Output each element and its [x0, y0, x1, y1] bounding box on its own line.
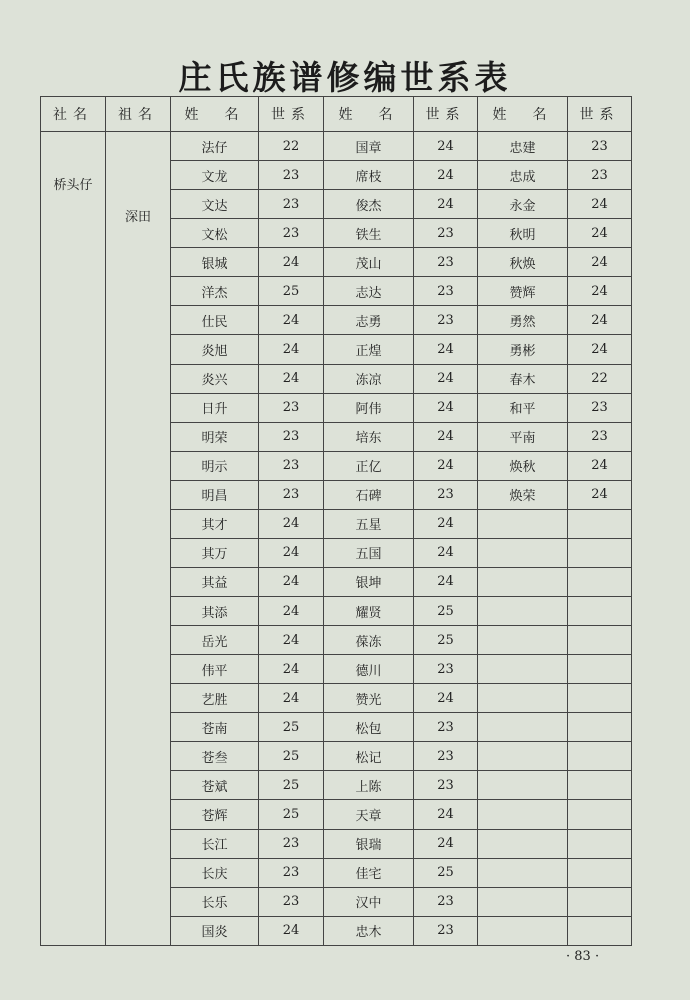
- name-cell: [478, 713, 568, 742]
- genealogy-table: [40, 96, 632, 946]
- generation-cell: 24: [259, 306, 324, 335]
- name-cell: 其益: [171, 567, 259, 596]
- name-cell: 平南: [478, 422, 568, 451]
- generation-cell: 23: [414, 742, 478, 771]
- table-row: [41, 132, 632, 161]
- name-cell: [478, 626, 568, 655]
- generation-cell: [568, 771, 632, 800]
- generation-cell: 24: [414, 538, 478, 567]
- name-cell: 忠建: [478, 132, 568, 161]
- name-cell: 文松: [171, 219, 259, 248]
- generation-cell: 24: [414, 393, 478, 422]
- ancestor-cell: [106, 132, 171, 946]
- generation-cell: 24: [259, 248, 324, 277]
- generation-cell: 24: [414, 829, 478, 858]
- generation-cell: 24: [568, 190, 632, 219]
- region-cell: [41, 132, 106, 946]
- name-cell: 松记: [324, 742, 414, 771]
- generation-cell: 24: [259, 538, 324, 567]
- generation-cell: 23: [259, 829, 324, 858]
- generation-cell: [568, 713, 632, 742]
- header-name-2: 姓 名: [324, 97, 414, 132]
- generation-cell: 24: [259, 335, 324, 364]
- generation-cell: 23: [259, 451, 324, 480]
- header-generation-1: 世系: [259, 97, 324, 132]
- name-cell: 国炎: [171, 916, 259, 945]
- name-cell: [478, 742, 568, 771]
- generation-cell: 24: [259, 626, 324, 655]
- generation-cell: 24: [568, 219, 632, 248]
- generation-cell: [568, 916, 632, 945]
- name-cell: [478, 684, 568, 713]
- generation-cell: [568, 858, 632, 887]
- name-cell: 文达: [171, 190, 259, 219]
- generation-cell: 23: [414, 713, 478, 742]
- name-cell: 德川: [324, 655, 414, 684]
- generation-cell: [568, 597, 632, 626]
- name-cell: 松包: [324, 713, 414, 742]
- generation-cell: 23: [414, 916, 478, 945]
- generation-cell: 24: [259, 655, 324, 684]
- generation-cell: 23: [259, 190, 324, 219]
- name-cell: 赞辉: [478, 277, 568, 306]
- name-cell: [478, 538, 568, 567]
- generation-cell: [568, 538, 632, 567]
- generation-cell: 23: [414, 887, 478, 916]
- generation-cell: 23: [414, 277, 478, 306]
- generation-cell: 24: [414, 190, 478, 219]
- name-cell: 培东: [324, 422, 414, 451]
- generation-cell: 24: [568, 306, 632, 335]
- generation-cell: 24: [259, 567, 324, 596]
- page-title: 庄氏族谱修编世系表: [178, 58, 512, 97]
- generation-cell: 23: [259, 887, 324, 916]
- generation-cell: 24: [259, 597, 324, 626]
- name-cell: 春木: [478, 364, 568, 393]
- generation-cell: 25: [414, 858, 478, 887]
- generation-cell: [568, 800, 632, 829]
- generation-cell: [568, 742, 632, 771]
- name-cell: 明荣: [171, 422, 259, 451]
- name-cell: 志达: [324, 277, 414, 306]
- name-cell: 长江: [171, 829, 259, 858]
- name-cell: [478, 800, 568, 829]
- name-cell: 和平: [478, 393, 568, 422]
- ancestor-name: 深田: [124, 210, 151, 225]
- generation-cell: [568, 509, 632, 538]
- generation-cell: [568, 684, 632, 713]
- name-cell: 耀贤: [324, 597, 414, 626]
- generation-cell: 24: [414, 161, 478, 190]
- name-cell: 赞光: [324, 684, 414, 713]
- name-cell: 岳光: [171, 626, 259, 655]
- generation-cell: 24: [414, 451, 478, 480]
- generation-cell: 25: [259, 771, 324, 800]
- name-cell: 永金: [478, 190, 568, 219]
- name-cell: 仕民: [171, 306, 259, 335]
- name-cell: [478, 858, 568, 887]
- generation-cell: [568, 887, 632, 916]
- name-cell: 忠木: [324, 916, 414, 945]
- name-cell: 五国: [324, 538, 414, 567]
- name-cell: 伟平: [171, 655, 259, 684]
- name-cell: 其万: [171, 538, 259, 567]
- name-cell: 银瑞: [324, 829, 414, 858]
- generation-cell: [568, 626, 632, 655]
- generation-cell: 25: [259, 713, 324, 742]
- header-row: [41, 97, 632, 132]
- name-cell: 银城: [171, 248, 259, 277]
- generation-cell: 24: [414, 132, 478, 161]
- name-cell: 阿伟: [324, 393, 414, 422]
- name-cell: 俊杰: [324, 190, 414, 219]
- name-cell: 法仔: [171, 132, 259, 161]
- generation-cell: 24: [568, 335, 632, 364]
- generation-cell: 23: [414, 248, 478, 277]
- header-name-3: 姓 名: [478, 97, 568, 132]
- generation-cell: 24: [259, 916, 324, 945]
- page-number: · 83 ·: [566, 949, 600, 964]
- generation-cell: 23: [259, 480, 324, 509]
- name-cell: [478, 509, 568, 538]
- name-cell: [478, 887, 568, 916]
- name-cell: 日升: [171, 393, 259, 422]
- name-cell: 茂山: [324, 248, 414, 277]
- name-cell: 焕秋: [478, 451, 568, 480]
- generation-cell: 24: [568, 248, 632, 277]
- name-cell: 苍辉: [171, 800, 259, 829]
- generation-cell: 23: [259, 393, 324, 422]
- name-cell: 其添: [171, 597, 259, 626]
- name-cell: 正煌: [324, 335, 414, 364]
- generation-cell: 23: [414, 306, 478, 335]
- name-cell: 长乐: [171, 887, 259, 916]
- header-name-1: 姓 名: [171, 97, 259, 132]
- generation-cell: [568, 829, 632, 858]
- generation-cell: 23: [414, 771, 478, 800]
- name-cell: 勇彬: [478, 335, 568, 364]
- table-body: [41, 132, 632, 946]
- generation-cell: 24: [414, 684, 478, 713]
- name-cell: 葆冻: [324, 626, 414, 655]
- name-cell: 洋杰: [171, 277, 259, 306]
- generation-cell: [568, 655, 632, 684]
- generation-cell: 24: [414, 509, 478, 538]
- name-cell: 冻凉: [324, 364, 414, 393]
- generation-cell: 25: [414, 597, 478, 626]
- generation-cell: [568, 567, 632, 596]
- name-cell: 汉中: [324, 887, 414, 916]
- name-cell: 石碑: [324, 480, 414, 509]
- generation-cell: 24: [259, 509, 324, 538]
- generation-cell: 23: [568, 422, 632, 451]
- name-cell: 炎兴: [171, 364, 259, 393]
- name-cell: 席枝: [324, 161, 414, 190]
- name-cell: 正亿: [324, 451, 414, 480]
- name-cell: 上陈: [324, 771, 414, 800]
- generation-cell: 22: [568, 364, 632, 393]
- generation-cell: 24: [568, 480, 632, 509]
- generation-cell: 25: [259, 277, 324, 306]
- name-cell: 长庆: [171, 858, 259, 887]
- name-cell: 明示: [171, 451, 259, 480]
- name-cell: 苍斌: [171, 771, 259, 800]
- header-region: 社名: [41, 97, 106, 132]
- name-cell: 明昌: [171, 480, 259, 509]
- header-generation-2: 世系: [414, 97, 478, 132]
- name-cell: 佳宅: [324, 858, 414, 887]
- generation-cell: 24: [259, 364, 324, 393]
- name-cell: 其才: [171, 509, 259, 538]
- generation-cell: 24: [568, 277, 632, 306]
- generation-cell: 23: [568, 393, 632, 422]
- name-cell: 秋明: [478, 219, 568, 248]
- name-cell: 天章: [324, 800, 414, 829]
- generation-cell: 23: [259, 161, 324, 190]
- name-cell: 银坤: [324, 567, 414, 596]
- name-cell: 文龙: [171, 161, 259, 190]
- name-cell: 勇然: [478, 306, 568, 335]
- name-cell: 艺胜: [171, 684, 259, 713]
- header-generation-3: 世系: [568, 97, 632, 132]
- name-cell: 五星: [324, 509, 414, 538]
- name-cell: [478, 771, 568, 800]
- name-cell: 焕荣: [478, 480, 568, 509]
- name-cell: 秋焕: [478, 248, 568, 277]
- generation-cell: 24: [414, 422, 478, 451]
- name-cell: [478, 597, 568, 626]
- header-ancestor: 祖名: [106, 97, 171, 132]
- generation-cell: 25: [414, 626, 478, 655]
- generation-cell: 23: [568, 161, 632, 190]
- generation-cell: 22: [259, 132, 324, 161]
- generation-cell: 25: [259, 800, 324, 829]
- generation-cell: 24: [414, 364, 478, 393]
- name-cell: 国章: [324, 132, 414, 161]
- generation-cell: 23: [414, 219, 478, 248]
- name-cell: [478, 655, 568, 684]
- name-cell: 炎旭: [171, 335, 259, 364]
- generation-cell: 23: [568, 132, 632, 161]
- name-cell: [478, 829, 568, 858]
- name-cell: 志勇: [324, 306, 414, 335]
- name-cell: [478, 916, 568, 945]
- generation-cell: 25: [259, 742, 324, 771]
- generation-cell: 23: [259, 422, 324, 451]
- generation-cell: 24: [259, 684, 324, 713]
- name-cell: 苍叁: [171, 742, 259, 771]
- generation-cell: 24: [414, 800, 478, 829]
- name-cell: 忠成: [478, 161, 568, 190]
- generation-cell: 23: [259, 858, 324, 887]
- name-cell: [478, 567, 568, 596]
- generation-cell: 23: [414, 655, 478, 684]
- generation-cell: 24: [414, 335, 478, 364]
- generation-cell: 23: [259, 219, 324, 248]
- generation-cell: 23: [414, 480, 478, 509]
- name-cell: 苍南: [171, 713, 259, 742]
- name-cell: 铁生: [324, 219, 414, 248]
- generation-cell: 24: [568, 451, 632, 480]
- generation-cell: 24: [414, 567, 478, 596]
- region-name: 桥头仔: [53, 178, 93, 193]
